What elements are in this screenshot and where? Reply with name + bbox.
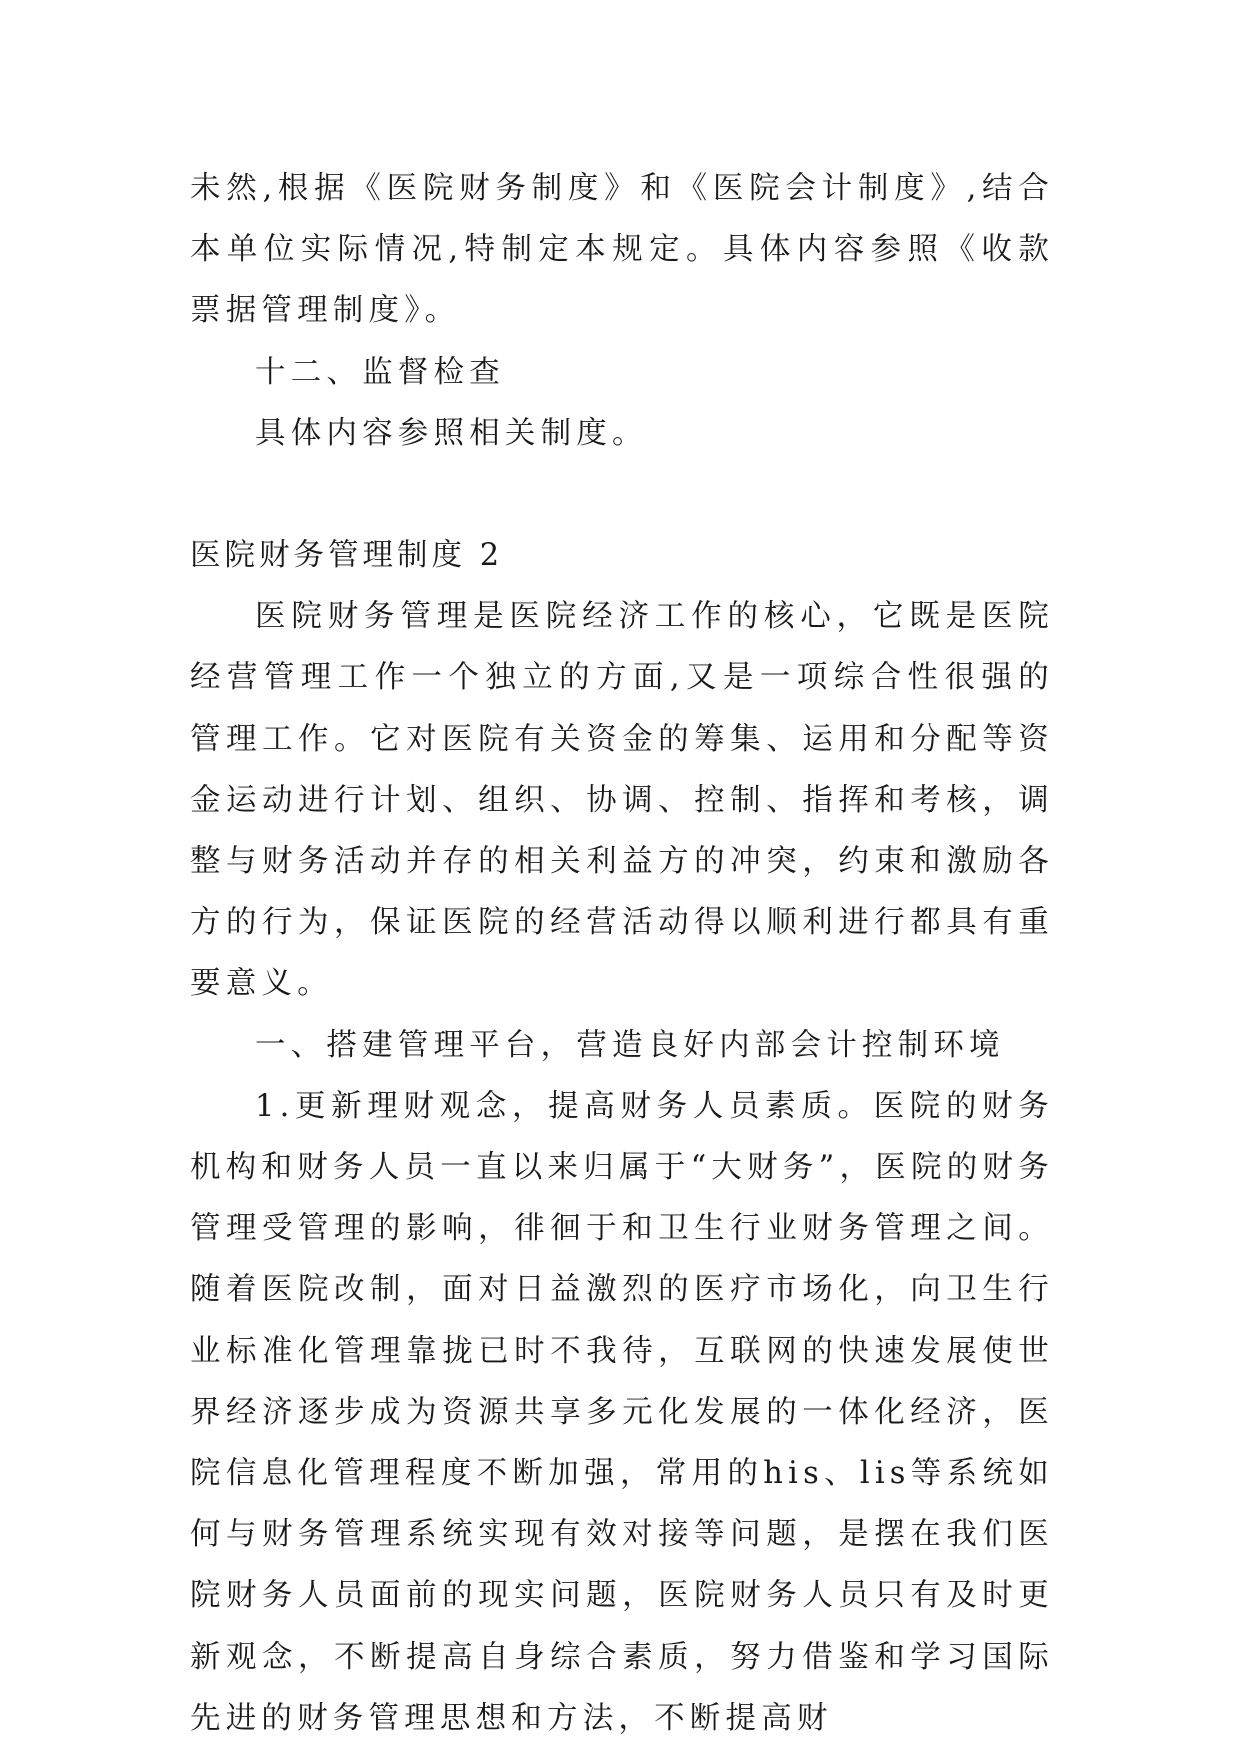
paragraph-gap	[190, 464, 1054, 525]
article-title: 医院财务管理制度 2	[190, 538, 504, 574]
section-twelve-body: 具体内容参照相关制度。	[255, 415, 648, 451]
document-body	[190, 158, 1054, 1749]
point-one-paragraph: 1.更新理财观念，提高财务人员素质。医院的财务机构和财务人员一直以来归属于“大财务”，医院的财务管理受管理的影响，徘徊于和卫生行业财务管理之间。随着医院改制，面对日益激烈的医疗市场化，向卫生行业标准化管理靠拢已时不我待，互联网的快速发展使世界经济逐步成为资源共享多元化发展的一体化经济，医院信息化管理程度不断加强，常用的his、lis等系统如何与财务管理系统实现有效对接等问题，是摆在我们医院财务人员面前的现实问题，医院财务人员只有及时更新观念，不断提高自身综合素质，努力借鉴和学习国际先进的财务管理思想和方法，不断提高财	[190, 1088, 1054, 1736]
continuation-paragraph: 未然,根据《医院财务制度》和《医院会计制度》,结合本单位实际情况,特制定本规定。具体内容参照《收款票据管理制度》。	[190, 171, 1054, 329]
intro-paragraph: 医院财务管理是医院经济工作的核心，它既是医院经营管理工作一个独立的方面,又是一项综合性很强的管理工作。它对医院有关资金的筹集、运用和分配等资金运动进行计划、组织、协调、控制、指挥和考核，调整与财务活动并存的相关利益方的冲突，约束和激励各方的行为，保证医院的经营活动得以顺利进行都具有重要意义。	[190, 599, 1054, 1002]
section-twelve-heading: 十二、监督检查	[255, 354, 505, 390]
section-one-heading: 一、搭建管理平台，营造良好内部会计控制环境	[255, 1027, 1005, 1063]
